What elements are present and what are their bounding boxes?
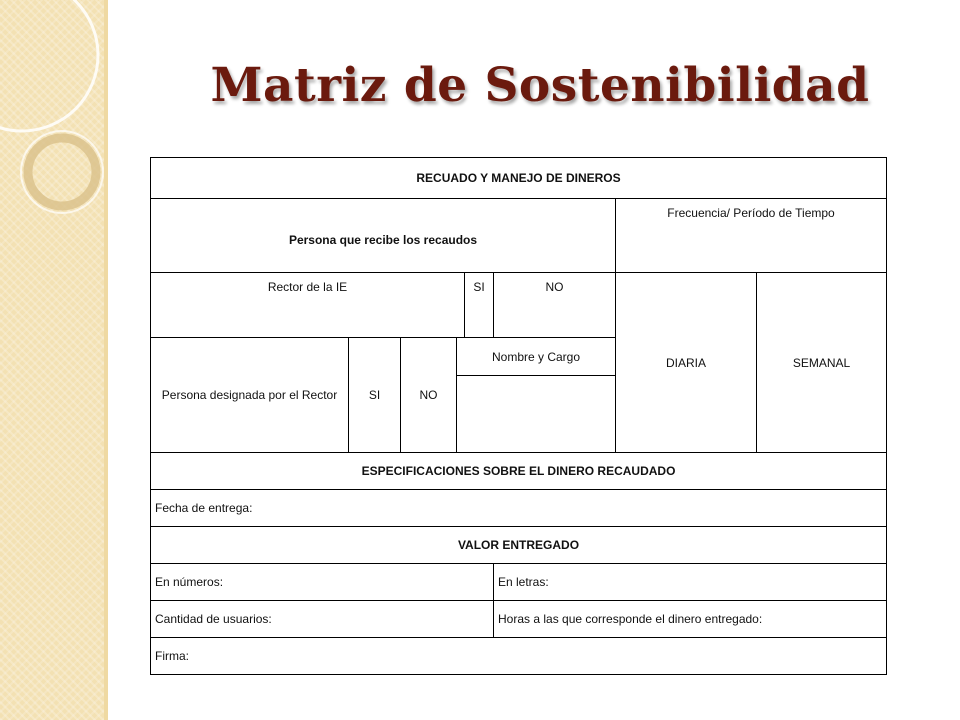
page-title: Matriz de Sostenibilidad <box>210 58 870 113</box>
frecuencia-label: Frecuencia/ Período de Tiempo <box>616 199 887 273</box>
table-row <box>151 158 887 199</box>
en-numeros-field[interactable]: En números: <box>151 564 494 601</box>
nombre-cargo-label: Nombre y Cargo <box>457 338 616 376</box>
en-letras-field[interactable]: En letras: <box>494 564 887 601</box>
decorative-rings <box>0 0 140 260</box>
rector-no-label: NO <box>494 273 616 338</box>
table-row <box>151 490 887 527</box>
fecha-entrega-field[interactable]: Fecha de entrega: <box>151 490 887 527</box>
table-row <box>151 273 887 338</box>
especificaciones-header: ESPECIFICACIONES SOBRE EL DINERO RECAUDADO <box>151 453 887 490</box>
diaria-label: DIARIA <box>616 273 757 453</box>
horas-field[interactable]: Horas a las que corresponde el dinero entregado: <box>494 601 887 638</box>
section-header-recaudo: RECUADO Y MANEJO DE DINEROS <box>151 158 887 199</box>
sustainability-matrix-table <box>150 157 887 675</box>
persona-designada-label: Persona designada por el Rector <box>151 338 349 453</box>
firma-field[interactable]: Firma: <box>151 638 887 675</box>
table-row <box>151 453 887 490</box>
cantidad-usuarios-field[interactable]: Cantidad de usuarios: <box>151 601 494 638</box>
designada-si-label: SI <box>349 338 401 453</box>
rector-si-label: SI <box>465 273 494 338</box>
rector-label: Rector de la IE <box>151 273 465 338</box>
table-row <box>151 199 887 273</box>
table-row <box>151 601 887 638</box>
semanal-label: SEMANAL <box>757 273 887 453</box>
valor-entregado-header: VALOR ENTREGADO <box>151 527 887 564</box>
nombre-cargo-field[interactable] <box>457 376 616 453</box>
table-row <box>151 638 887 675</box>
table-row <box>151 527 887 564</box>
table-row <box>151 564 887 601</box>
persona-recibe-label: Persona que recibe los recaudos <box>151 199 616 273</box>
designada-no-label: NO <box>401 338 457 453</box>
